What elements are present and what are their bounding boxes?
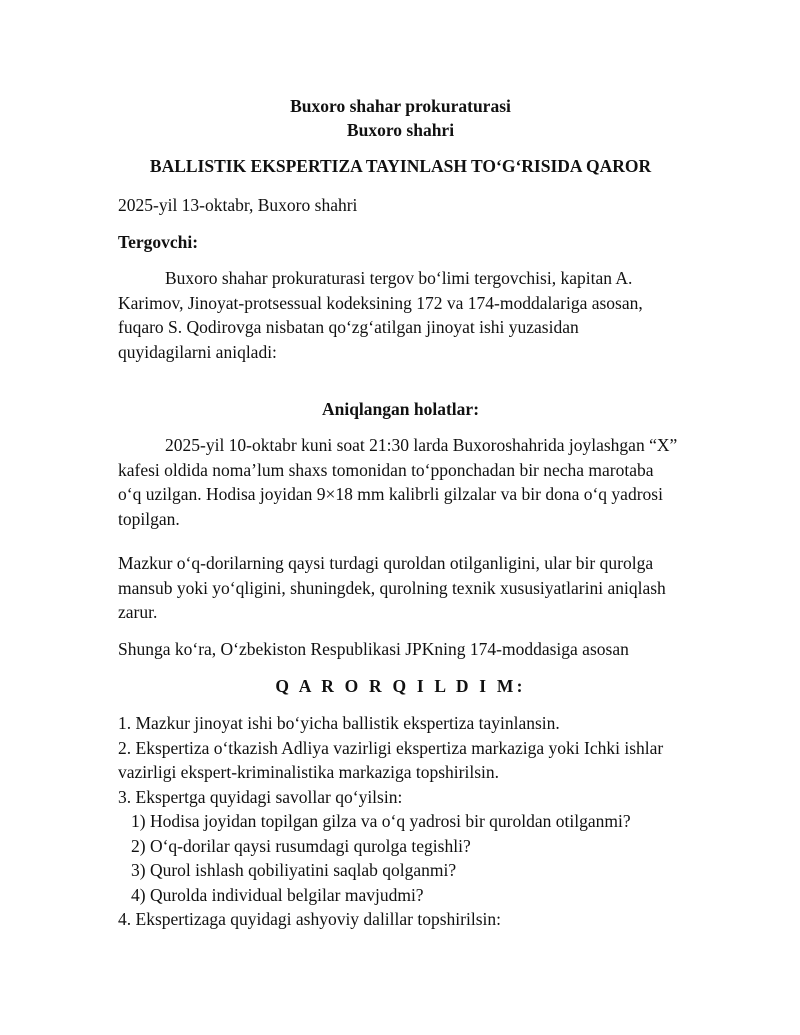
decision-list [118, 711, 683, 932]
date-line: 2025-yil 13-oktabr, Buxoro shahri [118, 195, 358, 215]
question-1: 1) Hodisa joyidan topilgan gilza va o‘q yadrosi bir quroldan otilganmi? [131, 811, 631, 831]
investigator-paragraph: Buxoro shahar prokuraturasi tergov bo‘limi tergovchisi, kapitan A. Karimov, Jinoyat-protsessual kodeksining 172 va 174-moddalariga asosan, fuqaro S. Qodirovga nisbatan qo‘zg‘atilgan jinoyat ishi yuzasidan quyidagilarni aniqladi: [118, 268, 643, 362]
investigator-label: Tergovchi: [118, 232, 199, 252]
facts-paragraph-2: Mazkur o‘q-dorilarning qaysi turdagi quroldan otilganligini, ular bir qurolga mansub yoki yo‘qligini, shuningdek, qurolning texnik xususiyatlarini aniqlash zarur. [118, 553, 666, 622]
city-heading: Buxoro shahri [346, 120, 455, 140]
prosecutor-office-heading: Buxoro shahar prokuraturasi [290, 96, 511, 116]
facts-heading: Aniqlangan holatlar: [321, 399, 480, 419]
question-4: 4) Qurolda individual belgilar mavjudmi? [131, 884, 424, 905]
question-3: 3) Qurol ishlash qobiliyatini saqlab qolganmi? [131, 860, 457, 880]
decision-item-3: 3. Ekspertga quyidagi savollar qo‘yilsin: [118, 786, 403, 807]
decision-item-1: 1. Mazkur jinoyat ishi bo‘yicha ballistik ekspertiza tayinlansin. [118, 713, 560, 733]
decision-item-2: 2. Ekspertiza o‘tkazish Adliya vazirligi ekspertiza markaziga yoki Ichki ishlar vazirligi ekspert-kriminalistika markaziga topshirilsin. [118, 737, 664, 782]
document-title: BALLISTIK EKSPERTIZA TAYINLASH TO‘G‘RISIDA QAROR [149, 156, 652, 176]
facts-paragraph-3: Shunga ko‘ra, O‘zbekiston Respublikasi JPKning 174-moddasiga asosan [118, 639, 629, 659]
decision-heading: Q A R O R Q I L D I M: [275, 676, 526, 696]
question-2: 2) O‘q-dorilar qaysi rusumdagi qurolga tegishli? [131, 835, 471, 856]
decision-item-4: 4. Ekspertizaga quyidagi ashyoviy dalillar topshirilsin: [118, 909, 501, 929]
facts-paragraph-1: 2025-yil 10-oktabr kuni soat 21:30 larda Buxoroshahrida joylashgan “X” kafesi oldida noma’lum shaxs tomonidan to‘pponchadan bir necha marotaba o‘q uzilgan. Hodisa joyidan 9×18 mm kalibrli gilzalar va bir dona o‘q yadrosi topilgan. [118, 435, 678, 529]
